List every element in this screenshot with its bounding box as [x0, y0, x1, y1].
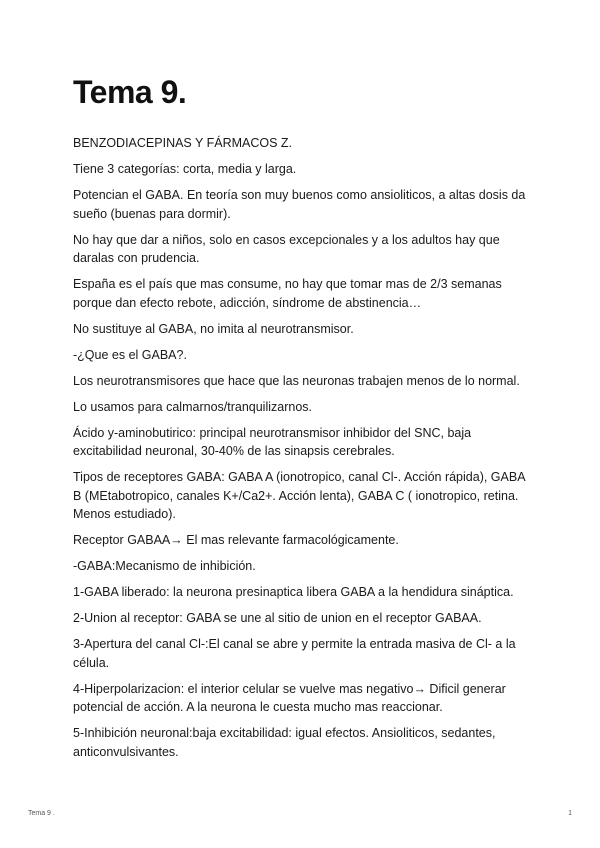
- paragraph-step-4: 4-Hiperpolarizacion: el interior celular se vuelve mas negativo→ Dificil generar potencial de acción. A la neurona le cuesta mucho mas reaccionar.: [73, 681, 506, 714]
- paragraph-step-5: 5-Inhibición neuronal:baja excitabilidad: igual efectos. Ansioliticos, sedantes, anticonvulsivantes.: [73, 726, 496, 759]
- footer-title: Tema 9 .: [28, 810, 55, 817]
- paragraph-no-sustituye: No sustituye al GABA, no imita al neurotransmisor.: [73, 321, 354, 336]
- paragraph-acido: Ácido y-aminobutirico: principal neurotransmisor inhibidor del SNC, baja excitabilidad neuronal, 30-40% de las sinapsis cerebrales.: [73, 425, 472, 458]
- paragraph-receptor-gabaa: Receptor GABAA→ El mas relevante farmacológicamente.: [73, 533, 399, 547]
- page-number: 1: [568, 810, 572, 817]
- document-body: [73, 134, 535, 769]
- paragraph-categories: Tiene 3 categorías: corta, media y larga.: [73, 162, 297, 176]
- page-title: Tema 9.: [73, 74, 187, 110]
- paragraph-tipos-receptores: Tipos de receptores GABA: GABA A (ionotropico, canal Cl-. Acción rápida), GABA B (MEtabotropico, canales K+/Ca2+. Acción lenta), GABA C ( ionotropico, retina. Menos estudiado).: [73, 470, 525, 521]
- paragraph-mecanismo: -GABA:Mecanismo de inhibición.: [73, 559, 256, 573]
- paragraph-step-3: 3-Apertura del canal Cl-:El canal se abre y permite la entrada masiva de Cl- a la célula.: [73, 637, 516, 670]
- paragraph-step-2: 2-Union al receptor: GABA se une al sitio de union en el receptor GABAA.: [73, 611, 482, 625]
- paragraph-potencian-gaba: Potencian el GABA. En teoría son muy buenos como ansioliticos, a altas dosis da sueño (buenas para dormir).: [73, 188, 526, 221]
- paragraph-calmarnos: Lo usamos para calmarnos/tranquilizarnos.: [73, 399, 313, 414]
- paragraph-espana: España es el país que mas consume, no hay que tomar mas de 2/3 semanas porque dan efecto rebote, adicción, síndrome de abstinencia…: [73, 277, 502, 310]
- paragraph-ninos: No hay que dar a niños, solo en casos excepcionales y a los adultos hay que daralas con prudencia.: [73, 232, 500, 265]
- paragraph-heading-benzodiacepinas: BENZODIACEPINAS Y FÁRMACOS Z.: [73, 136, 293, 150]
- paragraph-step-1: 1-GABA liberado: la neurona presinaptica libera GABA a la hendidura sináptica.: [73, 585, 514, 599]
- paragraph-neurotransmisores: Los neurotransmisores que hace que las neuronas trabajen menos de lo normal.: [73, 373, 520, 388]
- paragraph-que-es-gaba: -¿Que es el GABA?.: [73, 347, 187, 362]
